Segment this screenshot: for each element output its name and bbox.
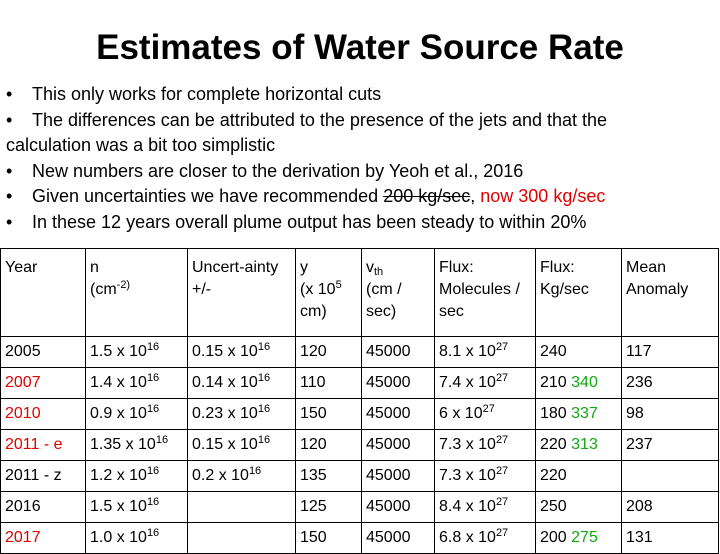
n-value: 0.9 x 10 bbox=[90, 405, 147, 422]
cell-year bbox=[1, 523, 86, 554]
cell-flux-kg bbox=[536, 430, 622, 461]
cell-uncertainty bbox=[188, 368, 296, 399]
bullet-1 bbox=[6, 82, 706, 108]
year-value: 2010 bbox=[5, 405, 41, 422]
source-rate-table bbox=[0, 248, 719, 554]
bullet-marker: • bbox=[6, 160, 13, 181]
header-vth-unit: (cm / sec) bbox=[366, 281, 402, 320]
table-row bbox=[1, 368, 719, 399]
mean-anomaly-value: 98 bbox=[626, 405, 644, 422]
cell-n bbox=[86, 523, 188, 554]
y-value: 120 bbox=[300, 343, 327, 360]
cell-flux-kg bbox=[536, 337, 622, 368]
cell-flux-kg bbox=[536, 523, 622, 554]
header-y-unit-tail: cm) bbox=[300, 303, 327, 320]
flux-kg-value: 200 bbox=[540, 529, 567, 546]
cell-flux-molecules bbox=[435, 430, 536, 461]
header-y-exponent: 5 bbox=[335, 279, 342, 291]
table-row bbox=[1, 492, 719, 523]
mean-anomaly-value: 208 bbox=[626, 498, 653, 515]
header-flux-molecules bbox=[435, 249, 536, 337]
header-mean-anomaly-label: Mean Anomaly bbox=[626, 259, 689, 298]
uncertainty-value: 0.2 x 10 bbox=[192, 467, 249, 484]
cell-flux-molecules bbox=[435, 399, 536, 430]
cell-year bbox=[1, 399, 86, 430]
header-vth bbox=[362, 249, 435, 337]
cell-flux-kg bbox=[536, 399, 622, 430]
flux-molecules-exponent: 27 bbox=[495, 341, 509, 353]
cell-mean-anomaly bbox=[622, 430, 719, 461]
cell-mean-anomaly bbox=[622, 461, 719, 492]
header-flux-molecules-label: Flux: Molecules / sec bbox=[439, 259, 520, 320]
header-n bbox=[86, 249, 188, 337]
header-flux-kg bbox=[536, 249, 622, 337]
n-value: 1.2 x 10 bbox=[90, 467, 147, 484]
header-year bbox=[1, 249, 86, 337]
bullet-text: calculation was a bit too simplistic bbox=[6, 135, 276, 155]
cell-flux-molecules bbox=[435, 523, 536, 554]
cell-mean-anomaly bbox=[622, 523, 719, 554]
bullet-4 bbox=[6, 184, 706, 210]
cell-uncertainty bbox=[188, 430, 296, 461]
table-row bbox=[1, 337, 719, 368]
header-y-unit: (x 10 bbox=[300, 281, 336, 298]
flux-kg-value: 250 bbox=[540, 498, 567, 515]
flux-molecules-value: 8.1 x 10 bbox=[439, 343, 496, 360]
n-exponent: 16 bbox=[146, 496, 160, 508]
year-value: 2016 bbox=[5, 498, 41, 515]
flux-molecules-exponent: 27 bbox=[495, 434, 509, 446]
header-n-exponent: -2) bbox=[116, 279, 131, 291]
year-value: 2017 bbox=[5, 529, 41, 546]
flux-kg-new-value: 275 bbox=[571, 529, 598, 546]
cell-vth bbox=[362, 368, 435, 399]
n-exponent: 16 bbox=[155, 434, 169, 446]
year-value: 2011 - e bbox=[5, 436, 63, 453]
cell-vth bbox=[362, 399, 435, 430]
cell-vth bbox=[362, 492, 435, 523]
flux-kg-new-value: 340 bbox=[571, 374, 598, 391]
cell-year bbox=[1, 430, 86, 461]
flux-kg-new-value: 337 bbox=[571, 405, 598, 422]
bullet-list bbox=[6, 82, 706, 235]
cell-uncertainty bbox=[188, 461, 296, 492]
flux-kg-value: 180 bbox=[540, 405, 567, 422]
cell-n bbox=[86, 399, 188, 430]
header-y-label: y bbox=[300, 259, 308, 276]
cell-year bbox=[1, 337, 86, 368]
cell-n bbox=[86, 430, 188, 461]
y-value: 125 bbox=[300, 498, 327, 515]
y-value: 110 bbox=[300, 374, 326, 391]
header-uncertainty bbox=[188, 249, 296, 337]
flux-molecules-value: 6.8 x 10 bbox=[439, 529, 496, 546]
cell-vth bbox=[362, 430, 435, 461]
cell-year bbox=[1, 492, 86, 523]
bullet-text: New numbers are closer to the derivation by Yeoh et al., 2016 bbox=[32, 160, 524, 181]
cell-mean-anomaly bbox=[622, 492, 719, 523]
bullet-marker: • bbox=[6, 186, 13, 206]
y-value: 120 bbox=[300, 436, 327, 453]
bullet-2 bbox=[6, 108, 706, 134]
flux-molecules-value: 7.4 x 10 bbox=[439, 374, 496, 391]
cell-y bbox=[296, 492, 362, 523]
mean-anomaly-value: 117 bbox=[626, 343, 652, 360]
bullet-marker: • bbox=[6, 211, 13, 232]
n-exponent: 16 bbox=[146, 403, 160, 415]
vth-value: 45000 bbox=[366, 529, 411, 546]
cell-mean-anomaly bbox=[622, 399, 719, 430]
cell-mean-anomaly bbox=[622, 337, 719, 368]
header-uncertainty-label: Uncert-ainty +/- bbox=[192, 259, 279, 298]
cell-vth bbox=[362, 337, 435, 368]
cell-y bbox=[296, 461, 362, 492]
mean-anomaly-value: 131 bbox=[626, 529, 653, 546]
header-y bbox=[296, 249, 362, 337]
year-value: 2007 bbox=[5, 374, 41, 391]
cell-vth bbox=[362, 523, 435, 554]
cell-flux-kg bbox=[536, 461, 622, 492]
n-value: 1.4 x 10 bbox=[90, 374, 147, 391]
cell-n bbox=[86, 461, 188, 492]
flux-molecules-value: 6 x 10 bbox=[439, 405, 483, 422]
cell-n bbox=[86, 368, 188, 399]
y-value: 150 bbox=[300, 405, 327, 422]
cell-flux-molecules bbox=[435, 337, 536, 368]
cell-y bbox=[296, 399, 362, 430]
table-row bbox=[1, 523, 719, 554]
cell-mean-anomaly bbox=[622, 368, 719, 399]
n-value: 1.5 x 10 bbox=[90, 343, 147, 360]
bullet-text: In these 12 years overall plume output has been steady to within 20% bbox=[32, 211, 587, 232]
vth-value: 45000 bbox=[366, 343, 411, 360]
cell-uncertainty bbox=[188, 523, 296, 554]
flux-molecules-value: 8.4 x 10 bbox=[439, 498, 496, 515]
vth-value: 45000 bbox=[366, 405, 411, 422]
flux-kg-value: 240 bbox=[540, 343, 567, 360]
y-value: 135 bbox=[300, 467, 327, 484]
table-row bbox=[1, 399, 719, 430]
header-mean-anomaly bbox=[622, 249, 719, 337]
cell-flux-molecules bbox=[435, 368, 536, 399]
header-vth-subscript: th bbox=[374, 266, 384, 278]
uncertainty-value: 0.15 x 10 bbox=[192, 436, 258, 453]
n-exponent: 16 bbox=[146, 341, 160, 353]
uncertainty-value: 0.15 x 10 bbox=[192, 343, 258, 360]
cell-uncertainty bbox=[188, 337, 296, 368]
n-value: 1.35 x 10 bbox=[90, 436, 156, 453]
vth-value: 45000 bbox=[366, 436, 411, 453]
bullet-marker: • bbox=[6, 109, 13, 130]
vth-value: 45000 bbox=[366, 467, 411, 484]
flux-kg-value: 220 bbox=[540, 436, 567, 453]
cell-vth bbox=[362, 461, 435, 492]
cell-n bbox=[86, 337, 188, 368]
mean-anomaly-value: 237 bbox=[626, 436, 653, 453]
bullet-text: Given uncertainties we have recommended bbox=[32, 186, 384, 206]
flux-molecules-exponent: 27 bbox=[495, 527, 509, 539]
cell-uncertainty bbox=[188, 399, 296, 430]
comma: , bbox=[470, 186, 476, 206]
bullet-marker: • bbox=[6, 84, 13, 104]
header-vth-label: v bbox=[366, 259, 374, 276]
mean-anomaly-value: 236 bbox=[626, 374, 653, 391]
flux-molecules-exponent: 27 bbox=[495, 465, 509, 477]
n-value: 1.0 x 10 bbox=[90, 529, 147, 546]
n-exponent: 16 bbox=[146, 465, 160, 477]
uncertainty-value: 0.14 x 10 bbox=[192, 374, 258, 391]
flux-molecules-value: 7.3 x 10 bbox=[439, 436, 496, 453]
flux-molecules-exponent: 27 bbox=[495, 372, 509, 384]
n-value: 1.5 x 10 bbox=[90, 498, 147, 515]
cell-uncertainty bbox=[188, 492, 296, 523]
slide-title: Estimates of Water Source Rate bbox=[96, 28, 624, 67]
year-value: 2005 bbox=[5, 343, 41, 360]
bullet-2-continuation bbox=[6, 133, 706, 159]
struck-value: 200 kg/sec bbox=[383, 186, 471, 206]
bullet-5 bbox=[6, 210, 706, 236]
n-exponent: 16 bbox=[146, 372, 160, 384]
vth-value: 45000 bbox=[366, 498, 411, 515]
header-year-label: Year bbox=[5, 259, 38, 276]
uncertainty-exponent: 16 bbox=[257, 434, 271, 446]
cell-y bbox=[296, 523, 362, 554]
cell-y bbox=[296, 430, 362, 461]
flux-kg-value: 220 bbox=[540, 467, 567, 484]
y-value: 150 bbox=[300, 529, 327, 546]
flux-molecules-exponent: 27 bbox=[495, 496, 509, 508]
header-flux-kg-label: Flux: Kg/sec bbox=[540, 259, 589, 298]
cell-flux-molecules bbox=[435, 461, 536, 492]
cell-y bbox=[296, 337, 362, 368]
cell-year bbox=[1, 461, 86, 492]
header-row bbox=[1, 249, 719, 337]
uncertainty-exponent: 16 bbox=[257, 341, 271, 353]
uncertainty-exponent: 16 bbox=[257, 403, 271, 415]
cell-flux-kg bbox=[536, 368, 622, 399]
n-exponent: 16 bbox=[146, 527, 160, 539]
header-n-label: n bbox=[90, 259, 99, 276]
bullet-text: The differences can be attributed to the presence of the jets and that the bbox=[32, 109, 608, 130]
year-value: 2011 - z bbox=[5, 467, 62, 484]
vth-value: 45000 bbox=[366, 374, 411, 391]
uncertainty-exponent: 16 bbox=[248, 465, 262, 477]
cell-y bbox=[296, 368, 362, 399]
cell-flux-kg bbox=[536, 492, 622, 523]
table-row bbox=[1, 430, 719, 461]
cell-year bbox=[1, 368, 86, 399]
header-n-unit: (cm bbox=[90, 281, 117, 298]
bullet-3 bbox=[6, 159, 706, 185]
flux-kg-new-value: 313 bbox=[571, 436, 598, 453]
uncertainty-exponent: 16 bbox=[257, 372, 271, 384]
table-row bbox=[1, 461, 719, 492]
cell-flux-molecules bbox=[435, 492, 536, 523]
uncertainty-value: 0.23 x 10 bbox=[192, 405, 258, 422]
cell-n bbox=[86, 492, 188, 523]
bullet-text: This only works for complete horizontal cuts bbox=[32, 84, 382, 104]
flux-molecules-value: 7.3 x 10 bbox=[439, 467, 496, 484]
flux-molecules-exponent: 27 bbox=[482, 403, 495, 415]
new-value: now 300 kg/sec bbox=[475, 186, 606, 206]
flux-kg-value: 210 bbox=[540, 374, 567, 391]
